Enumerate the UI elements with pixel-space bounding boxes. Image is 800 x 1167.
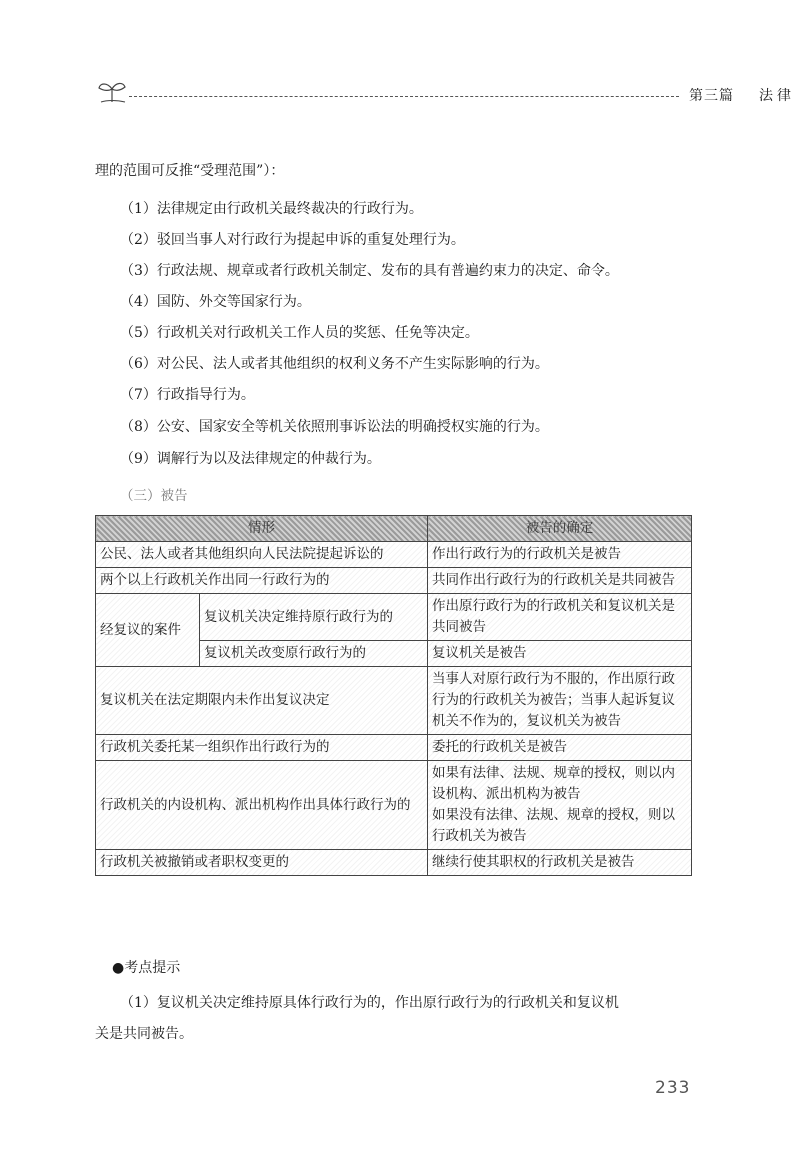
list-item: （8）公安、国家安全等机关依照刑事诉讼法的明确授权实施的行为。 xyxy=(120,419,549,435)
header-situation: 情形 xyxy=(96,516,428,542)
table-row xyxy=(96,568,692,594)
group-cell: 经复议的案件 xyxy=(96,594,200,667)
defendant-table xyxy=(95,515,692,876)
situation-cell: 行政机关被撤销或者职权变更的 xyxy=(96,850,428,876)
defendant-cell: 作出行政行为的行政机关是被告 xyxy=(428,542,692,568)
list-item: （7）行政指导行为。 xyxy=(120,387,255,403)
table-row xyxy=(96,667,692,735)
list-item: （6）对公民、法人或者其他组织的权利义务不产生实际影响的行为。 xyxy=(120,356,549,372)
defendant-cell: 当事人对原行政行为不服的，作出原行政行为的行政机关为被告；当事人起诉复议机关不作为的，复议机关为被告 xyxy=(428,667,692,735)
defendant-cell: 共同作出行政行为的行政机关是共同被告 xyxy=(428,568,692,594)
situation-cell: 两个以上行政机关作出同一行政行为的 xyxy=(96,568,428,594)
running-header xyxy=(95,78,795,108)
list-item: （9）调解行为以及法律规定的仲裁行为。 xyxy=(120,451,381,467)
defendant-cell: 继续行使其职权的行政机关是被告 xyxy=(428,850,692,876)
situation-cell: 复议机关在法定期限内未作出复议决定 xyxy=(96,667,428,735)
situation-cell: 行政机关委托某一组织作出行政行为的 xyxy=(96,735,428,761)
situation-cell: 公民、法人或者其他组织向人民法院提起诉讼的 xyxy=(96,542,428,568)
tip-text-line: （1）复议机关决定维持原具体行政行为的，作出原行政行为的行政机关和复议机 xyxy=(120,995,619,1011)
table-header-row xyxy=(96,516,692,542)
header-rule-left xyxy=(129,96,679,97)
list-item: （1）法律规定由行政机关最终裁决的行政行为。 xyxy=(120,201,423,217)
list-item: （4）国防、外交等国家行为。 xyxy=(120,294,311,310)
page-number: 233 xyxy=(655,1078,691,1098)
subsection-heading: （三）被告 xyxy=(120,488,188,504)
table-row xyxy=(96,735,692,761)
defendant-cell: 复议机关是被告 xyxy=(428,641,692,667)
defendant-cell: 作出原行政行为的行政机关和复议机关是共同被告 xyxy=(428,594,692,641)
chapter-label: 第三篇 xyxy=(689,88,734,104)
subject-label: 法律 xyxy=(759,88,795,104)
defendant-cell: 委托的行政机关是被告 xyxy=(428,735,692,761)
table-row xyxy=(96,850,692,876)
sprout-icon xyxy=(95,78,129,104)
intro-line: 理的范围可反推“受理范围”）： xyxy=(95,163,285,179)
table-row xyxy=(96,594,692,641)
header-defendant: 被告的确定 xyxy=(428,516,692,542)
table-row xyxy=(96,761,692,850)
list-item: （5）行政机关对行政机关工作人员的奖惩、任免等决定。 xyxy=(120,325,479,341)
situation-cell: 复议机关决定维持原行政行为的 xyxy=(200,594,428,641)
defendant-cell: 如果有法律、法规、规章的授权，则以内设机构、派出机构为被告 如果没有法律、法规、规章的授权，则以行政机关为被告 xyxy=(428,761,692,850)
table-row xyxy=(96,542,692,568)
tips-heading: ●考点提示 xyxy=(112,960,181,976)
tip-text-line: 关是共同被告。 xyxy=(95,1026,193,1042)
list-item: （2）驳回当事人对行政行为提起申诉的重复处理行为。 xyxy=(120,232,465,248)
situation-cell: 行政机关的内设机构、派出机构作出具体行政行为的 xyxy=(96,761,428,850)
list-item: （3）行政法规、规章或者行政机关制定、发布的具有普遍约束力的决定、命令。 xyxy=(120,263,619,279)
situation-cell: 复议机关改变原行政行为的 xyxy=(200,641,428,667)
